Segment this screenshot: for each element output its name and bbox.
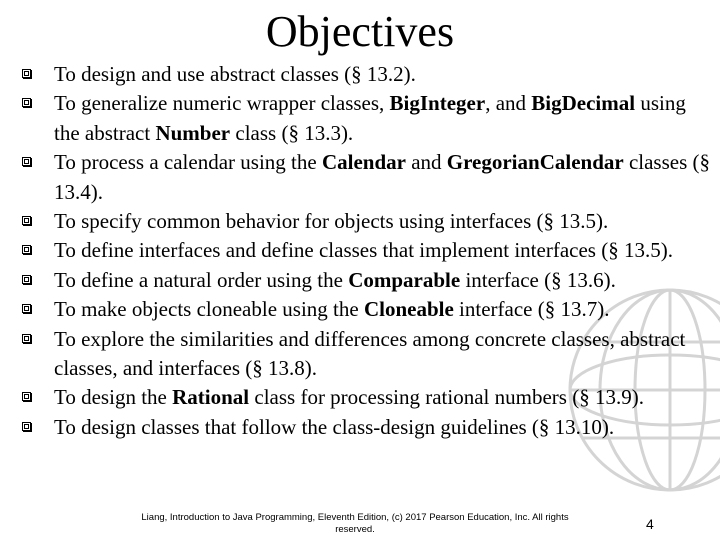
page-number: 4: [646, 516, 654, 532]
objective-text: class (§ 13.3).: [230, 120, 354, 145]
objective-item: [22, 236, 712, 265]
slide-title: Objectives: [265, 7, 455, 56]
objective-text: interface (§ 13.7).: [453, 297, 610, 322]
objective-text: To define interfaces and define classes that implement interfaces (§ 13.5).: [54, 238, 673, 263]
objective-item: [22, 266, 712, 295]
hollow-square-bullet-icon: [22, 157, 31, 166]
hollow-square-bullet-icon: [22, 245, 31, 254]
objective-item: [22, 383, 712, 412]
objective-text: To process a calendar using the: [54, 150, 322, 175]
objective-keyword: Comparable: [348, 267, 461, 292]
hollow-square-bullet-icon: [22, 216, 31, 225]
objective-keyword: BigDecimal: [531, 91, 636, 116]
hollow-square-bullet-icon: [22, 69, 31, 78]
objective-text: class for processing rational numbers (§ 13.9).: [249, 385, 644, 410]
objective-item: [22, 325, 712, 384]
objective-text: To make objects cloneable using the: [54, 297, 364, 322]
objective-text: interface (§ 13.6).: [460, 267, 616, 292]
objective-text: To generalize numeric wrapper classes,: [54, 91, 390, 116]
objective-text: classes (§ 13.4).: [54, 150, 711, 204]
objective-text: To define a natural order using the: [54, 267, 349, 292]
objective-item: [22, 60, 712, 89]
objective-text: To design the: [54, 385, 173, 410]
objective-text: To design and use abstract classes (§ 13.2).: [54, 62, 416, 86]
objective-text: and: [405, 150, 447, 175]
hollow-square-bullet-icon: [22, 422, 31, 431]
objective-item: [22, 295, 712, 324]
hollow-square-bullet-icon: [22, 392, 31, 401]
objective-keyword: GregorianCalendar: [446, 150, 624, 175]
objective-item: [22, 207, 712, 236]
objective-keyword: Calendar: [321, 150, 406, 175]
hollow-square-bullet-icon: [22, 98, 31, 107]
objective-text: To specify common behavior for objects using interfaces (§ 13.5).: [54, 209, 609, 234]
objective-keyword: Number: [155, 120, 231, 145]
objective-item: [22, 148, 712, 207]
objective-item: [22, 413, 712, 442]
hollow-square-bullet-icon: [22, 304, 31, 313]
footer-copyright: Liang, Introduction to Java Programming, Eleventh Edition, (c) 2017 Pearson Education, Inc. All rights reserved.: [141, 512, 569, 535]
objective-keyword: BigInteger: [389, 91, 486, 116]
objective-text: using the abstract: [54, 91, 686, 145]
objective-keyword: Cloneable: [363, 297, 454, 322]
objectives-list: [22, 60, 712, 442]
objective-text: To explore the similarities and differences among concrete classes, abstract classes, and interfaces (§ 13.8).: [54, 326, 686, 381]
objective-text: , and: [485, 91, 532, 116]
objective-item: [22, 89, 712, 148]
hollow-square-bullet-icon: [22, 334, 31, 343]
hollow-square-bullet-icon: [22, 275, 31, 284]
objective-text: To design classes that follow the class-design guidelines (§ 13.10).: [54, 414, 615, 439]
objective-keyword: Rational: [172, 385, 250, 410]
